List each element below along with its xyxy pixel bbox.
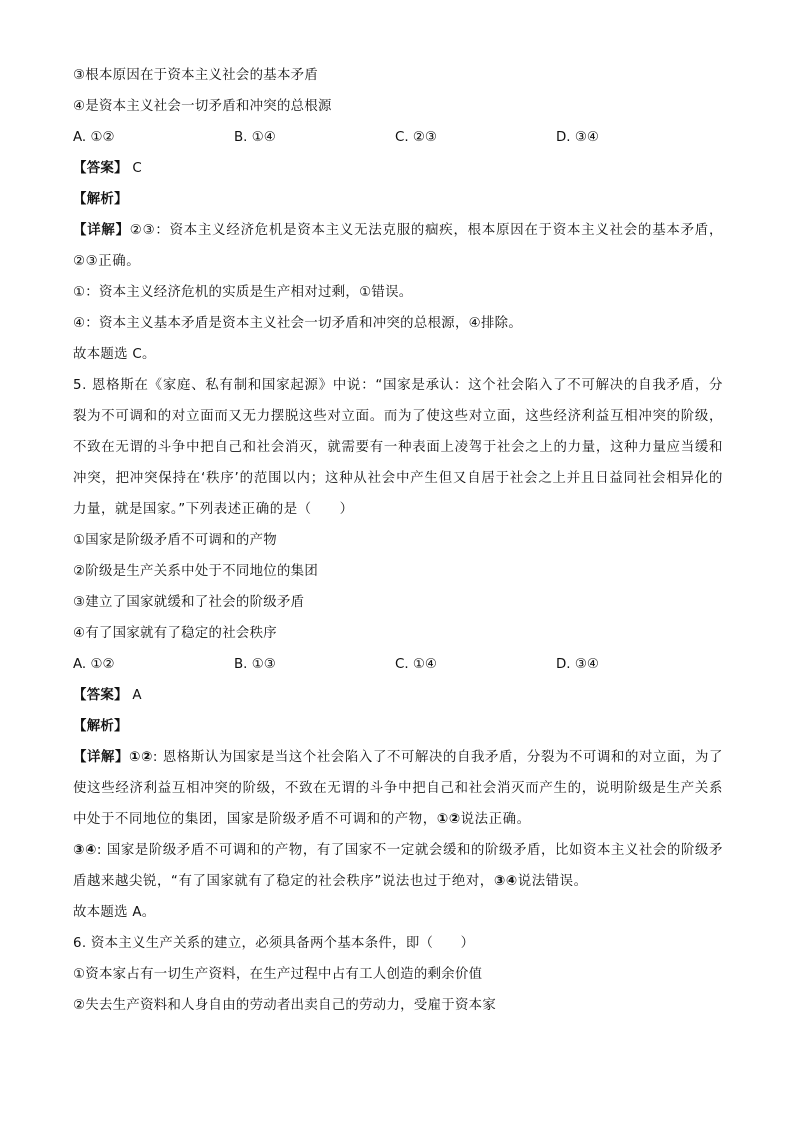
q5-option-a: A. ①② (73, 657, 115, 672)
q4-conclusion: 故本题选 C。 (73, 347, 156, 362)
q4-option-c: C. ②③ (395, 130, 437, 145)
q5-option-b: B. ①③ (234, 657, 276, 672)
q5-stem: 5. 恩格斯在《家庭、私有制和国家起源》中说：“国家是承认：这个社会陷入了不可解决的自我矛盾，分裂为不可调和的对立面而又无力摆脱这些对立面。而为了使这些对立面，这些经济利益互相冲突的阶级，不致在无谓的斗争中把自己和社会消灭，就需要有一种表面上凌驾于社会之上的力量，这种力量应当缓和冲突，把冲突保持在‘秩序’的范围以内；这种从社会中产生但又自居于社会之上并且日益同社会相异化的力量，就是国家。”下列表述正确的是（ ） (73, 378, 723, 517)
detail-text: ②③：资本主义经济危机是资本主义无法克服的痼疾，根本原因在于资本主义社会的基本矛盾，②③正确。 (73, 223, 723, 269)
detail-end-text: 说法正确。 (460, 812, 531, 827)
q5-options (73, 649, 723, 680)
q6-statement-1: ①资本家占有一切生产资料，在生产过程中占有工人创造的剩余价值 (73, 967, 483, 982)
explain-end-mark: ③④ (493, 874, 518, 889)
q4-statement-4: ④是资本主义社会一切矛盾和冲突的总根源 (73, 99, 332, 114)
explain-end-text: 说法错误。 (517, 874, 588, 889)
explain-mark: ③④ (73, 843, 97, 858)
q4-explanation-1: ①：资本主义经济危机的实质是生产相对过剩，①错误。 (73, 285, 413, 300)
q5-detail (73, 742, 723, 835)
q5-statement-1: ①国家是阶级矛盾不可调和的产物 (73, 533, 277, 548)
q6-statement-2: ②失去生产资料和人身自由的劳动者出卖自己的劳动力，受雇于资本家 (73, 998, 497, 1013)
answer-tag: 【答案】 (73, 688, 128, 703)
detail-tag: 【详解】 (73, 750, 130, 765)
detail-end-mark: ①② (436, 812, 461, 827)
analysis-tag: 【解析】 (73, 192, 128, 207)
answer-value: C (132, 161, 142, 176)
q4-options (73, 122, 723, 153)
detail-text: : 恩格斯认为国家是当这个社会陷入了不可解决的自我矛盾，分裂为不可调和的对立面，为了使这些经济利益互相冲突的阶级，不致在无谓的斗争中把自己和社会消灭而产生的，说明阶级是生产关系中处于不同地位的集团，国家是阶级矛盾不可调和的产物， (73, 750, 723, 827)
document-page (73, 60, 723, 1021)
detail-tag: 【详解】 (73, 223, 130, 238)
q5-statement-2: ②阶级是生产关系中处于不同地位的集团 (73, 564, 319, 579)
q5-analysis-tag (73, 711, 723, 742)
q6-stem: 6. 资本主义生产关系的建立，必须具备两个基本条件，即（ ） (73, 936, 475, 951)
q5-statement-4: ④有了国家就有了稳定的社会秩序 (73, 626, 277, 641)
answer-tag: 【答案】 (73, 161, 128, 176)
q5-conclusion: 故本题选 A。 (73, 905, 156, 920)
q4-analysis-tag (73, 184, 723, 215)
analysis-tag: 【解析】 (73, 719, 128, 734)
detail-mark: ①② (129, 750, 153, 765)
q4-detail (73, 215, 723, 277)
q5-option-d: D. ③④ (556, 657, 599, 672)
q4-statement-3: ③根本原因在于资本主义社会的基本矛盾 (73, 68, 319, 83)
q5-explanation (73, 835, 723, 897)
q5-answer (73, 680, 723, 711)
q4-option-a: A. ①② (73, 130, 115, 145)
q4-option-b: B. ①④ (234, 130, 276, 145)
q5-option-c: C. ①④ (395, 657, 437, 672)
q4-answer (73, 153, 723, 184)
explain-text: : 国家是阶级矛盾不可调和的产物，有了国家不一定就会缓和的阶级矛盾，比如资本主义社会的阶级矛盾越来越尖锐，“有了国家就有了稳定的社会秩序”说法也过于绝对， (73, 843, 723, 889)
q5-statement-3: ③建立了国家就缓和了社会的阶级矛盾 (73, 595, 305, 610)
q4-explanation-2: ④：资本主义基本矛盾是资本主义社会一切矛盾和冲突的总根源，④排除。 (73, 316, 523, 331)
answer-value: A (132, 688, 142, 703)
q4-option-d: D. ③④ (556, 130, 599, 145)
